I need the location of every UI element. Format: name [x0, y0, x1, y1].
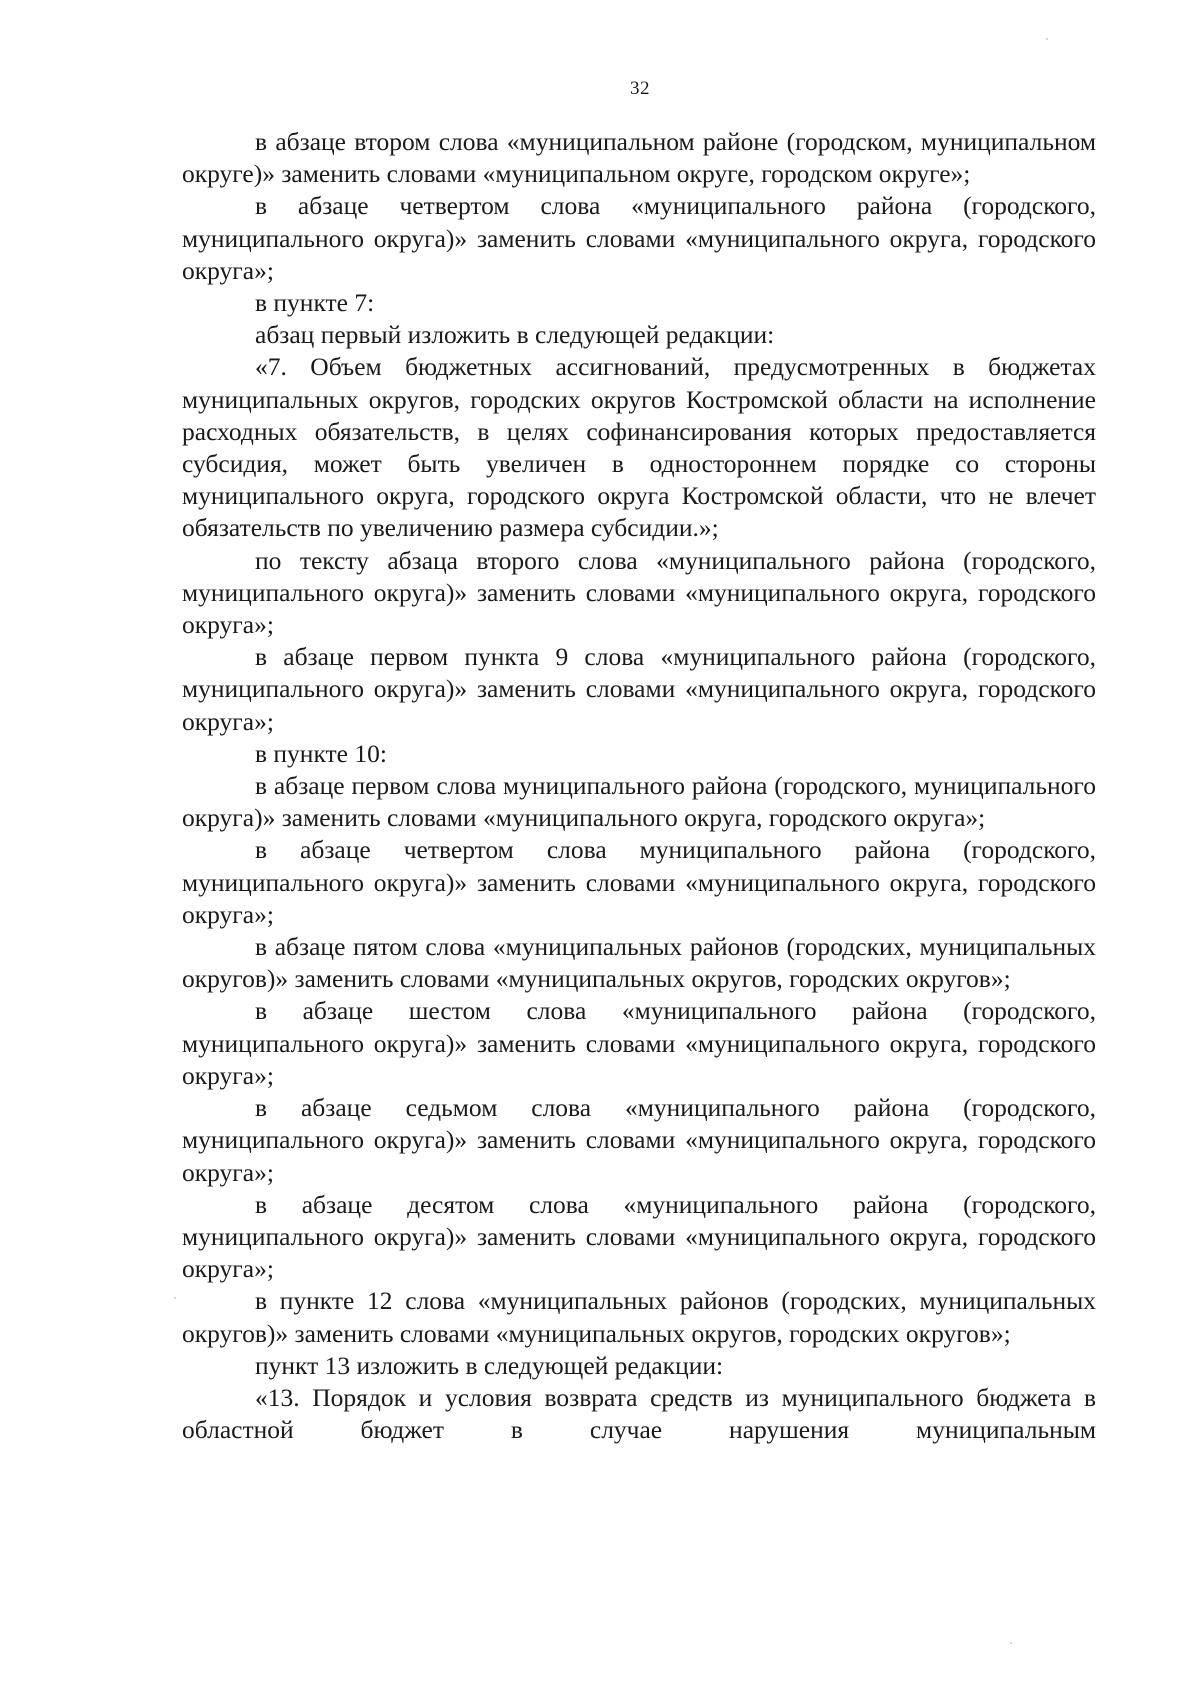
- scan-speck: [174, 1297, 176, 1299]
- scan-speck: [1010, 1642, 1012, 1644]
- paragraph-8: в пункте 10:: [255, 738, 387, 768]
- document-body: [182, 126, 1096, 1446]
- page-number: 32: [630, 78, 650, 99]
- paragraph-9: в абзаце первом слова муниципального района (городского, муниципального округа)» заменить словами «муниципального округа, городского округа»;: [182, 771, 1096, 833]
- paragraph-10: в абзаце четвертом слова муниципального района (городского, муниципального округа)» заменить словами «муниципального округа, городского округа»;: [182, 835, 1096, 929]
- paragraph-3: в пункте 7:: [255, 288, 375, 318]
- paragraph-7: в абзаце первом пункта 9 слова «муниципального района (городского, муниципального округа)» заменить словами «муниципального округа, городского округа»;: [182, 642, 1096, 736]
- paragraph-11: в абзаце пятом слова «муниципальных районов (городских, муниципальных округов)» заменить словами «муниципальных округов, городских округов»;: [182, 932, 1096, 994]
- paragraph-13: в абзаце седьмом слова «муниципального района (городского, муниципального округа)» заменить словами «муниципального округа, городского округа»;: [182, 1093, 1096, 1187]
- paragraph-17: «13. Порядок и условия возврата средств из муниципального бюджета в областной бюджет в случае нарушения муниципальным: [182, 1382, 1096, 1445]
- paragraph-2: в абзаце четвертом слова «муниципального района (городского, муниципального округа)» заменить словами «муниципального округа, городского округа»;: [182, 191, 1096, 285]
- paragraph-5: «7. Объем бюджетных ассигнований, предусмотренных в бюджетах муниципальных округов, городских округов Костромской области на исполнение расходных обязательств, в целях софинансирования которых предоставляется субсидия, может быть увеличен в одностороннем порядке со стороны муниципального округа, городского округа Костромской области, что не влечет обязательств по увеличению размера субсидии.»;: [182, 352, 1096, 543]
- scan-speck: [1046, 38, 1048, 40]
- paragraph-16: пункт 13 изложить в следующей редакции:: [255, 1350, 724, 1380]
- paragraph-12: в абзаце шестом слова «муниципального района (городского, муниципального округа)» заменить словами «муниципального округа, городского округа»;: [182, 996, 1096, 1090]
- paragraph-1: в абзаце втором слова «муниципальном районе (городском, муниципальном округе)» заменить словами «муниципальном округе, городском округе»;: [182, 127, 1096, 189]
- paragraph-6: по тексту абзаца второго слова «муниципального района (городского, муниципального округа)» заменить словами «муниципального округа, городского округа»;: [182, 545, 1096, 640]
- paragraph-14: в абзаце десятом слова «муниципального района (городского, муниципального округа)» заменить словами «муниципального округа, городского округа»;: [182, 1189, 1096, 1284]
- paragraph-4: абзац первый изложить в следующей редакции:: [255, 320, 775, 350]
- paragraph-15: в пункте 12 слова «муниципальных районов (городских, муниципальных округов)» заменить словами «муниципальных округов, городских округов»;: [182, 1286, 1096, 1348]
